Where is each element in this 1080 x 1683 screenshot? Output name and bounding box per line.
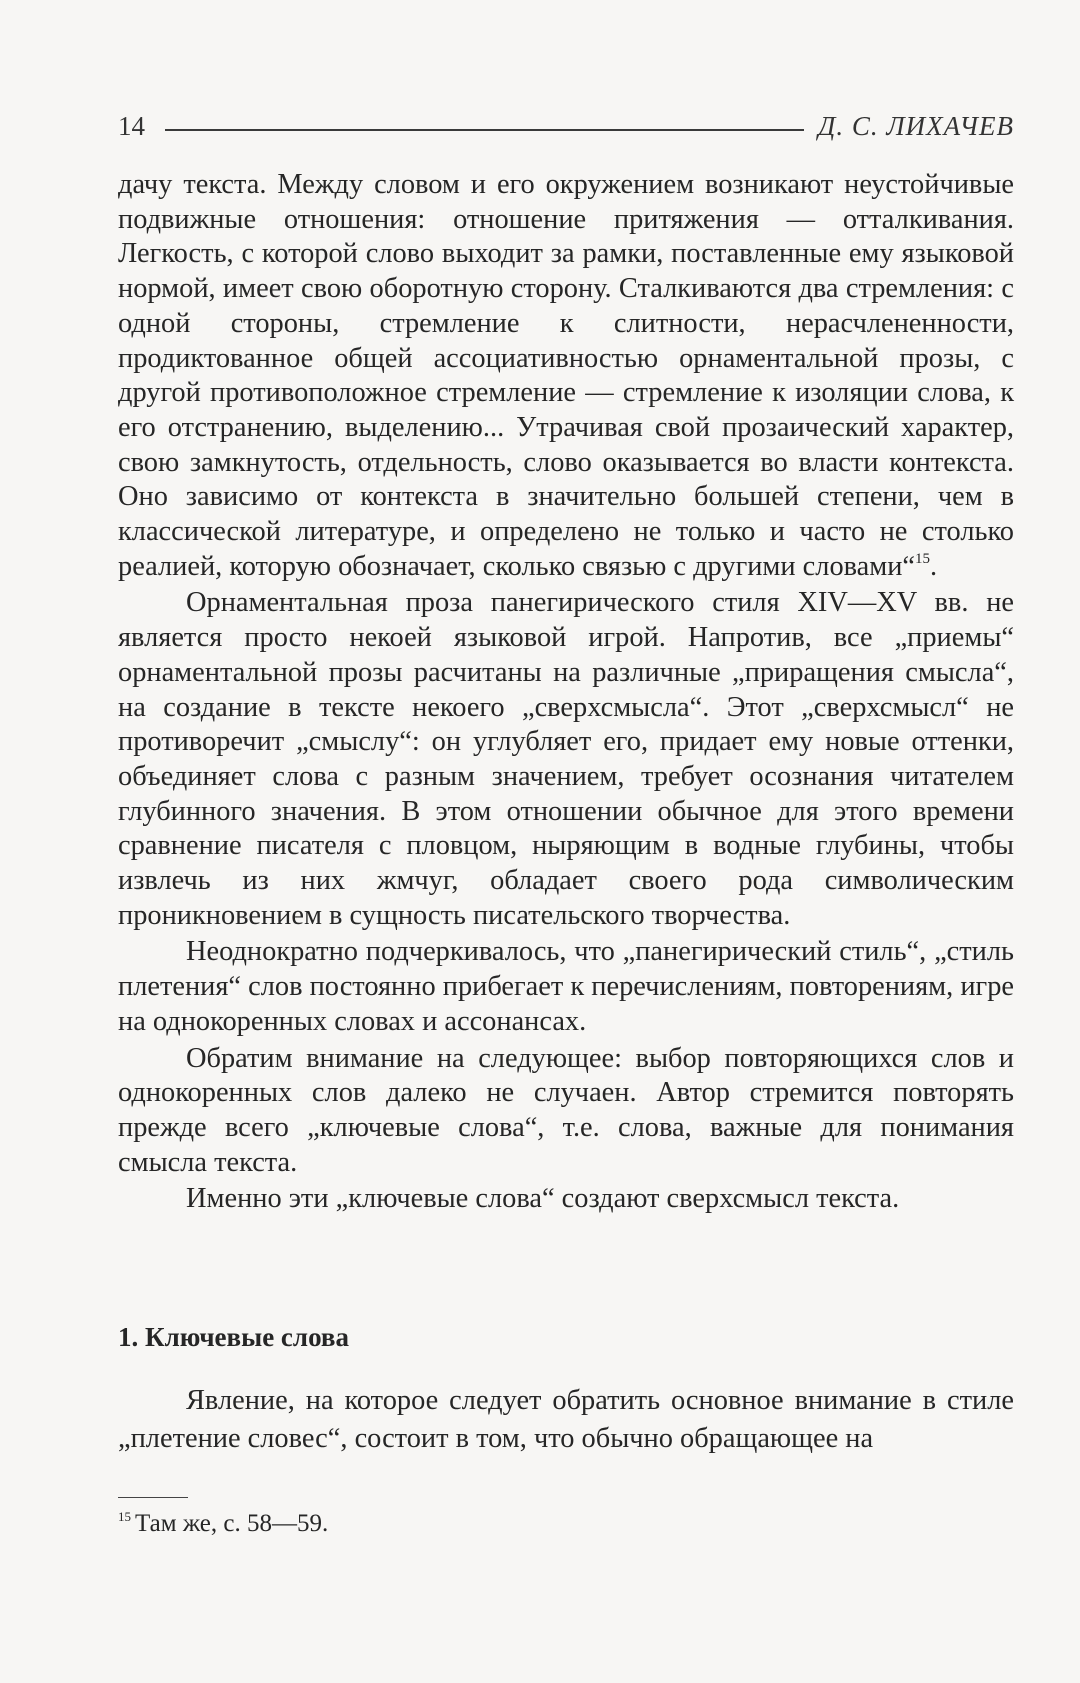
paragraph: Орнаментальная проза панегирического стиля XIV—XV вв. не является просто некоей языковой игрой. Напротив, все „приемы“ орнаментальной прозы расчитаны на различные „приращения смысла“, на создание в тексте некоего „сверхсмысла“. Этот „сверхсмысл“ не противоречит „смыслу“: он углубляет его, придает ему новые оттенки, объединяет слова с разным значением, требует осознания читателем глубинного значения. В этом отношении обычное для этого времени сравнение писателя с пловцом, ныряющим в водные глубины, чтобы извлечь из них жмчуг, обладает своего рода символическим проникновением в сущность писательского творчества. <box>118 587 1014 931</box>
paragraph: Обратим внимание на следующее: выбор повторяющихся слов и однокоренных слов далеко не случаен. Автор стремится повторять прежде всего „ключевые слова“, т.е. слова, важные для понимания смысла текста. <box>118 1042 1014 1178</box>
paragraph-text: дачу текста. Между словом и его окружением возникают неустойчивые подвижные отношения: отношение притяжения — отталкивания. Легкость, с которой слово выходит за рамки, поставленные ему языковой нормой, имеет свою оборотную сторону. Сталкиваются два стремления: с одной стороны, стремление к слитности, нерасчлененности, продиктованное общей ассоциативностью орнаментальной прозы, с другой противоположное стремление — стремление к изоляции слова, к его отстранению, выделению... Утрачивая свой прозаический характер, свою замкнутость, отдельность, слово оказывается во власти контекста. Оно зависимо от контекста в значительно большей степени, чем в классической литературе, и определено не только и часто не столько реалией, которую обозначает, сколько связью с другими словами“ <box>118 169 1014 582</box>
paragraph-text-end: . <box>930 550 938 582</box>
running-head-author: Д. С. ЛИХАЧЕВ <box>818 110 1014 141</box>
footnote <box>118 1508 328 1540</box>
footnote-rule <box>118 1497 188 1498</box>
section-heading: 1. Ключевые слова <box>118 1322 349 1352</box>
footnote-text: Там же, с. 58—59. <box>135 1510 329 1537</box>
footnote-reference: 15 <box>915 550 931 567</box>
header-rule <box>165 129 804 131</box>
paragraph: Именно эти „ключевые слова“ создают сверхсмысл текста. <box>186 1183 900 1215</box>
running-head <box>118 106 1014 146</box>
paragraph <box>118 168 1014 584</box>
paragraph: Неоднократно подчеркивалось, что „панегирический стиль“, „стиль плетения“ слов постоянно прибегает к перечислениям, повторениям, игре на однокоренных словах и ассонансах. <box>118 936 1014 1037</box>
paragraph: Явление, на которое следует обратить основное внимание в стиле „плетение словес“, состоит в том, что обычно обращающее на <box>118 1385 1014 1454</box>
main-text <box>118 168 1014 1217</box>
page-number: 14 <box>118 110 145 141</box>
footnote-marker: 15 <box>118 1509 131 1524</box>
section-text <box>118 1382 1014 1458</box>
